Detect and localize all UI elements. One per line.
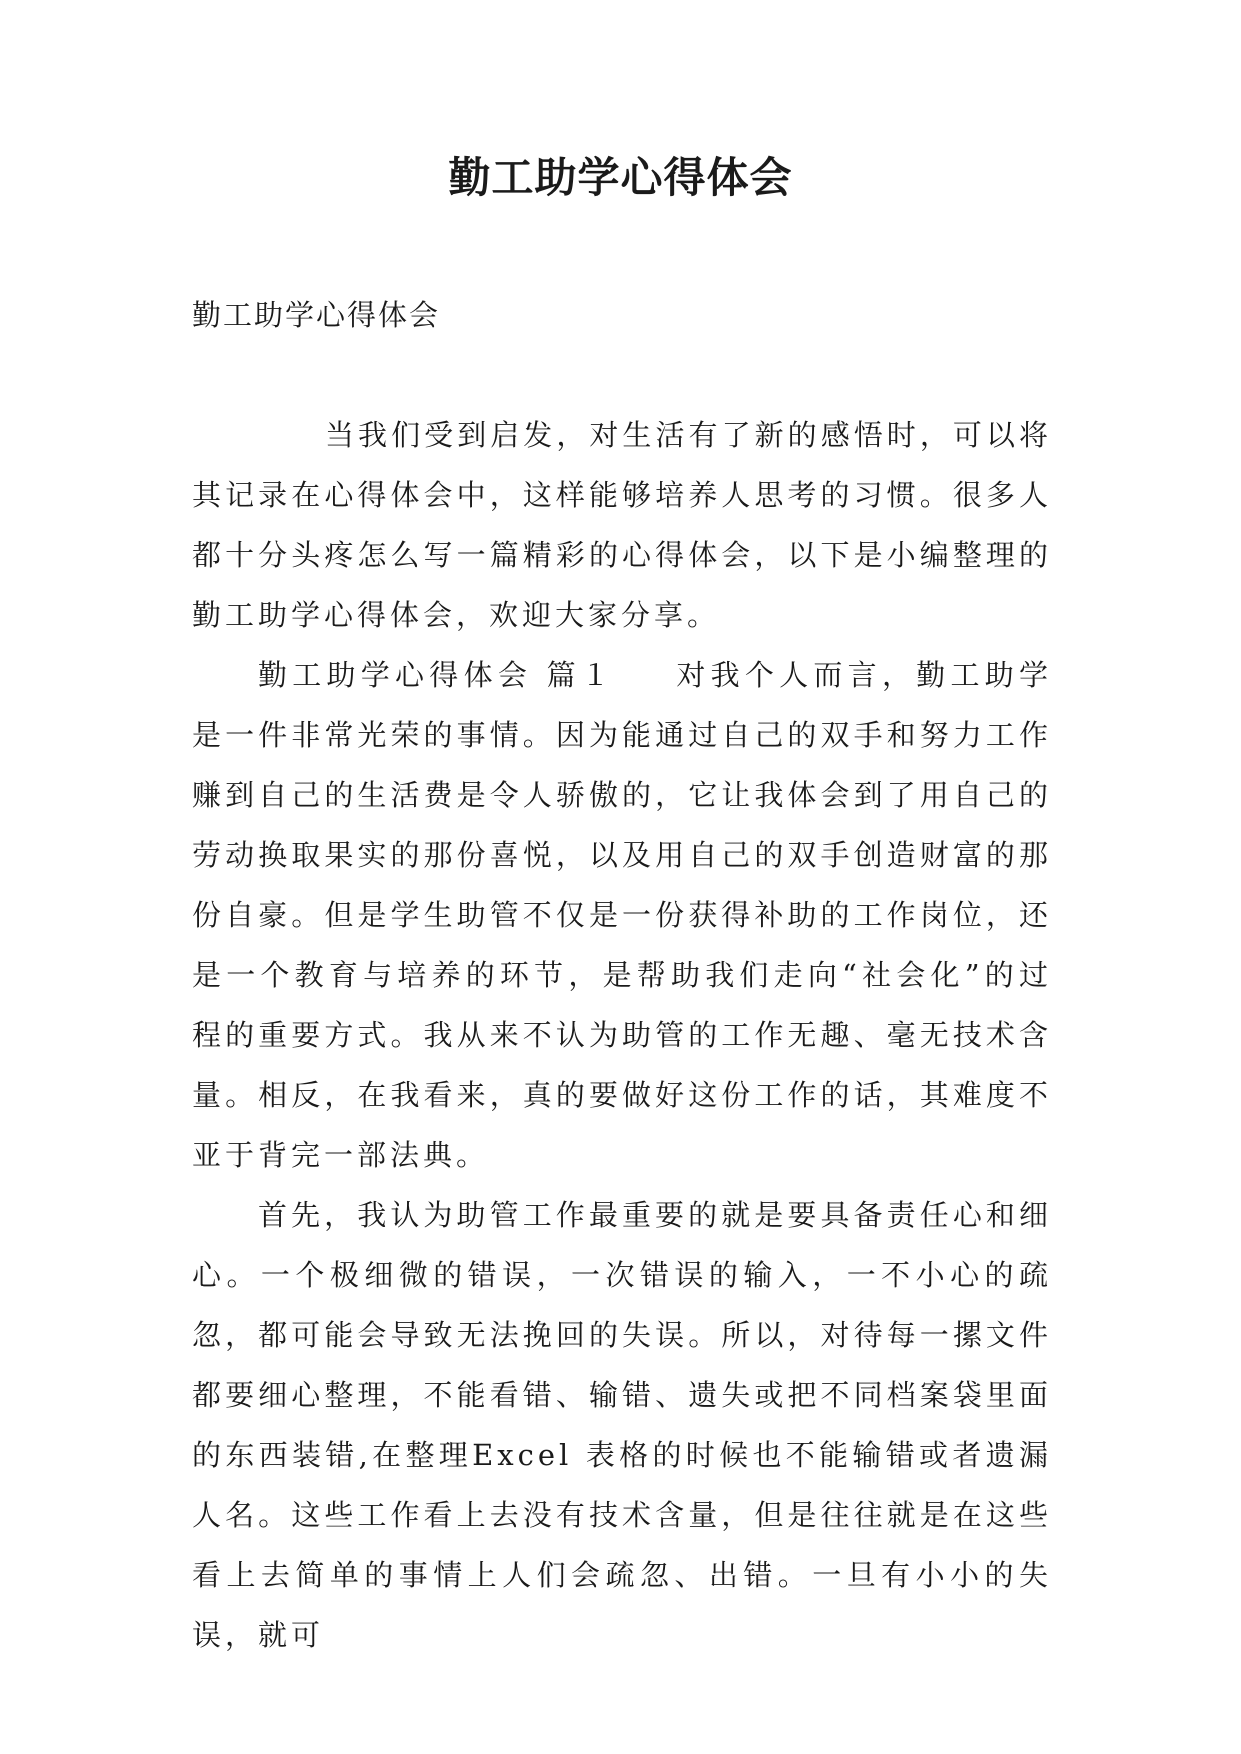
section-paragraph-text: 对我个人而言，勤工助学是一件非常光荣的事情。因为能通过自己的双手和努力工作赚到自己的生活费是令人骄傲的，它让我体会到了用自己的劳动换取果实的那份喜悦，以及用自己的双手创造财富的那份自豪。但是学生助管不仅是一份获得补助的工作岗位，还是一个教育与培养的环节，是帮助我们走向“社会化”的过程的重要方式。我从来不认为助管的工作无趣、毫无技术含量。相反，在我看来，真的要做好这份工作的话，其难度不亚于背完一部法典。 xyxy=(192,658,1052,1172)
document-title: 勤工助学心得体会 xyxy=(448,153,793,202)
document-subtitle: 勤工助学心得体会 xyxy=(192,298,441,332)
document-body xyxy=(192,405,1052,1665)
intro-paragraph: 当我们受到启发，对生活有了新的感悟时，可以将其记录在心得体会中，这样能够培养人思考的习惯。很多人都十分头疼怎么写一篇精彩的心得体会，以下是小编整理的勤工助学心得体会，欢迎大家分享。 xyxy=(192,418,1052,632)
section-heading: 勤工助学心得体会 篇１ xyxy=(258,658,616,692)
section-paragraph xyxy=(192,645,1052,1185)
body-paragraph: 首先，我认为助管工作最重要的就是要具备责任心和细心。一个极细微的错误，一次错误的输入，一不小心的疏忽，都可能会导致无法挽回的失误。所以，对待每一摞文件都要细心整理，不能看错、输错、遗失或把不同档案袋里面的东西装错,在整理Excel 表格的时候也不能输错或者遗漏人名。这些工作看上去没有技术含量，但是往往就是在这些看上去简单的事情上人们会疏忽、出错。一旦有小小的失误，就可 xyxy=(192,1198,1052,1652)
